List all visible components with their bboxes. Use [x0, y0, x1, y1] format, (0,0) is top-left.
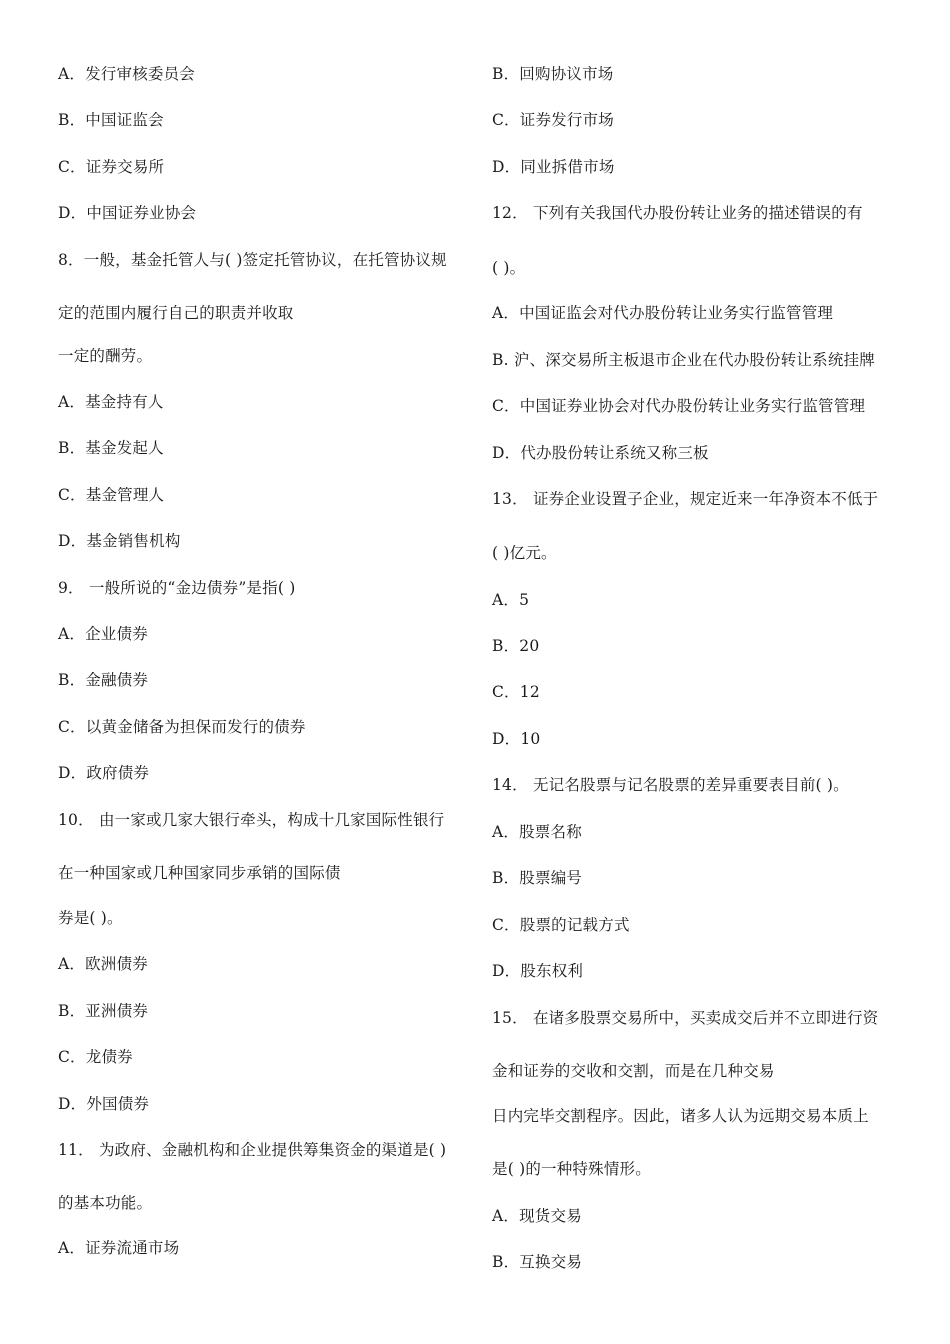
option-line: C．12	[492, 683, 540, 701]
question-15-line-1: 15． 在诸多股票交易所中，买卖成交后并不立即进行资	[492, 1009, 879, 1027]
option-line: C．股票的记载方式	[492, 916, 630, 934]
question-10-line-1: 10． 由一家或几家大银行牵头，构成十几家国际性银行	[58, 811, 445, 829]
option-line: D．股东权利	[492, 962, 584, 980]
option-line: D．外国债券	[58, 1095, 150, 1113]
question-11-line-1: 11． 为政府、金融机构和企业提供筹集资金的渠道是( )	[58, 1141, 447, 1159]
option-line: A．证券流通市场	[58, 1239, 180, 1257]
option-line: C．中国证券业协会对代办股份转让业务实行监管管理	[492, 397, 866, 415]
option-line: D．10	[492, 730, 541, 748]
question-13-line-1: 13． 证券企业设置子企业，规定近来一年净资本不低于	[492, 490, 879, 508]
option-line: B. 沪、深交易所主板退市企业在代办股份转让系统挂牌	[492, 351, 875, 369]
question-13-line-2: ( )亿元。	[492, 544, 557, 562]
option-line: C．证券发行市场	[492, 111, 614, 129]
option-line: A．欧洲债券	[58, 955, 148, 973]
option-line: A．基金持有人	[58, 393, 164, 411]
option-line: A．股票名称	[492, 823, 582, 841]
question-11-line-2: 的基本功能。	[58, 1194, 153, 1212]
question-12-line-2: ( )。	[492, 259, 526, 277]
question-12-line-1: 12． 下列有关我国代办股份转让业务的描述错误的有	[492, 204, 863, 222]
question-10-line-2: 在一种国家或几种国家同步承销的国际债	[58, 864, 341, 882]
option-line: D．代办股份转让系统又称三板	[492, 444, 709, 462]
option-line: D．中国证券业协会	[58, 204, 197, 222]
question-8-line-2: 定的范围内履行自己的职责并收取	[58, 304, 294, 322]
option-line: D．同业拆借市场	[492, 158, 615, 176]
option-line: D．基金销售机构	[58, 532, 181, 550]
option-line: C．以黄金储备为担保而发行的债券	[58, 718, 306, 736]
option-line: A．发行审核委员会	[58, 65, 195, 83]
option-line: A．企业债券	[58, 625, 148, 643]
question-8-line-3: 一定的酬劳。	[58, 347, 153, 365]
option-line: B．金融债券	[58, 671, 149, 689]
question-15-line-3: 日内完毕交割程序。因此，诸多人认为远期交易本质上	[492, 1107, 869, 1125]
option-line: B．基金发起人	[58, 439, 164, 457]
option-line: B．股票编号	[492, 869, 583, 887]
option-line: C．基金管理人	[58, 486, 165, 504]
question-10-line-3: 券是( )。	[58, 909, 123, 927]
option-line: A．5	[492, 591, 530, 609]
option-line: C．证券交易所	[58, 158, 165, 176]
option-line: B．亚洲债券	[58, 1002, 149, 1020]
question-15-line-4: 是( )的一种特殊情形。	[492, 1160, 651, 1178]
question-14: 14． 无记名股票与记名股票的差异重要表目前( )。	[492, 776, 849, 794]
option-line: C．龙债券	[58, 1048, 133, 1066]
option-line: A．现货交易	[492, 1207, 582, 1225]
question-9: 9． 一般所说的“金边债券”是指( )	[58, 579, 296, 597]
option-line: B．回购协议市场	[492, 65, 614, 83]
option-line: B．20	[492, 637, 540, 655]
option-line: B．互换交易	[492, 1253, 583, 1271]
option-line: A．中国证监会对代办股份转让业务实行监管管理	[492, 304, 834, 322]
option-line: B．中国证监会	[58, 111, 164, 129]
question-15-line-2: 金和证券的交收和交割，而是在几种交易	[492, 1062, 775, 1080]
question-8-line-1: 8．一般，基金托管人与( )签定托管协议，在托管协议规	[58, 251, 447, 269]
option-line: D．政府债券	[58, 764, 150, 782]
